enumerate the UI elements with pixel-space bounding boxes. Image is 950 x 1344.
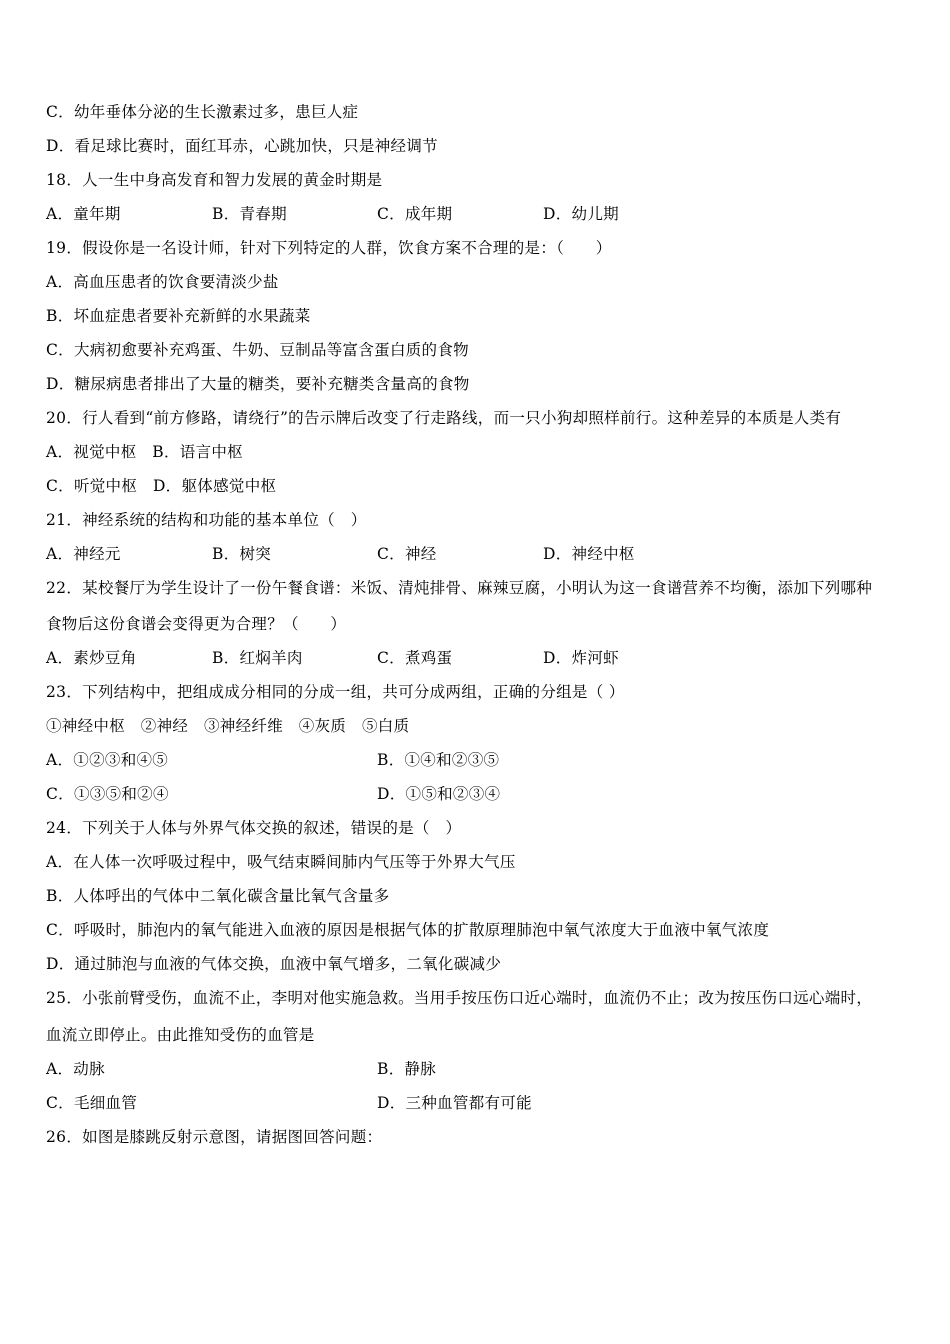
q17-option-c: C．幼年垂体分泌的生长激素过多，患巨人症 [46, 103, 359, 121]
q25-stem-line2: 血流立即停止。由此推知受伤的血管是 [46, 1026, 315, 1044]
q19-option-c: C．大病初愈要补充鸡蛋、牛奶、豆制品等富含蛋白质的食物 [46, 341, 469, 359]
q23-stem: 23．下列结构中，把组成成分相同的分成一组，共可分成两组，正确的分组是（ ） [46, 683, 625, 701]
q22-option-a: A．素炒豆角 [46, 649, 137, 667]
q17-option-d: D．看足球比赛时，面红耳赤，心跳加快，只是神经调节 [46, 137, 438, 155]
q25-option-b: B．静脉 [377, 1060, 437, 1078]
q25-option-d: D．三种血管都有可能 [377, 1094, 532, 1112]
q21-option-d: D．神经中枢 [543, 545, 635, 563]
q23-option-c: C．①③⑤和②④ [46, 785, 169, 803]
q25-stem-line1: 25．小张前臂受伤，血流不止，李明对他实施急救。当用手按压伤口近心端时，血流仍不止；改为按压伤口远心端时， [46, 989, 873, 1007]
q25-option-a: A．动脉 [46, 1060, 105, 1078]
q26-stem: 26．如图是膝跳反射示意图，请据图回答问题： [46, 1128, 383, 1146]
q18-option-b: B．青春期 [212, 205, 287, 223]
q21-stem: 21．神经系统的结构和功能的基本单位（ ） [46, 511, 367, 529]
q18-option-c: C．成年期 [377, 205, 453, 223]
q19-option-d: D．糖尿病患者排出了大量的糖类，要补充糖类含量高的食物 [46, 375, 470, 393]
q18-option-d: D．幼儿期 [543, 205, 619, 223]
q24-option-c: C．呼吸时，肺泡内的氧气能进入血液的原因是根据气体的扩散原理肺泡中氧气浓度大于血液中氧气浓度 [46, 921, 770, 939]
q23-option-a: A．①②③和④⑤ [46, 751, 169, 769]
q22-option-c: C．煮鸡蛋 [377, 649, 453, 667]
q18-stem: 18．人一生中身高发育和智力发展的黄金时期是 [46, 171, 383, 189]
q24-option-d: D．通过肺泡与血液的气体交换，血液中氧气增多，二氧化碳减少 [46, 955, 502, 973]
q23-option-b: B．①④和②③⑤ [377, 751, 500, 769]
q21-option-b: B．树突 [212, 545, 272, 563]
q24-option-a: A．在人体一次呼吸过程中，吸气结束瞬间肺内气压等于外界大气压 [46, 853, 516, 871]
q20-options-cd: C．听觉中枢 D．躯体感觉中枢 [46, 477, 277, 495]
q22-option-b: B．红焖羊肉 [212, 649, 303, 667]
q24-stem: 24．下列关于人体与外界气体交换的叙述，错误的是（ ） [46, 819, 462, 837]
q23-option-d: D．①⑤和②③④ [377, 785, 501, 803]
q22-option-d: D．炸河虾 [543, 649, 619, 667]
q19-option-a: A．高血压患者的饮食要清淡少盐 [46, 273, 279, 291]
q21-option-a: A．神经元 [46, 545, 121, 563]
q19-stem: 19．假设你是一名设计师，针对下列特定的人群，饮食方案不合理的是：（ ） [46, 239, 612, 257]
q25-option-c: C．毛细血管 [46, 1094, 138, 1112]
q22-stem-line2: 食物后这份食谱会变得更为合理？（ ） [46, 615, 347, 633]
q20-options-ab: A．视觉中枢 B．语言中枢 [46, 443, 243, 461]
q22-stem-line1: 22．某校餐厅为学生设计了一份午餐食谱：米饭、清炖排骨、麻辣豆腐，小明认为这一食谱营养不均衡，添加下列哪种 [46, 579, 873, 597]
q24-option-b: B．人体呼出的气体中二氧化碳含量比氧气含量多 [46, 887, 390, 905]
q20-stem: 20．行人看到“前方修路，请绕行”的告示牌后改变了行走路线，而一只小狗却照样前行。这种差异的本质是人类有 [46, 409, 842, 427]
q19-option-b: B．坏血症患者要补充新鲜的水果蔬菜 [46, 307, 311, 325]
q21-option-c: C．神经 [377, 545, 437, 563]
q23-items: ①神经中枢 ②神经 ③神经纤维 ④灰质 ⑤白质 [46, 717, 410, 735]
q18-option-a: A．童年期 [46, 205, 121, 223]
